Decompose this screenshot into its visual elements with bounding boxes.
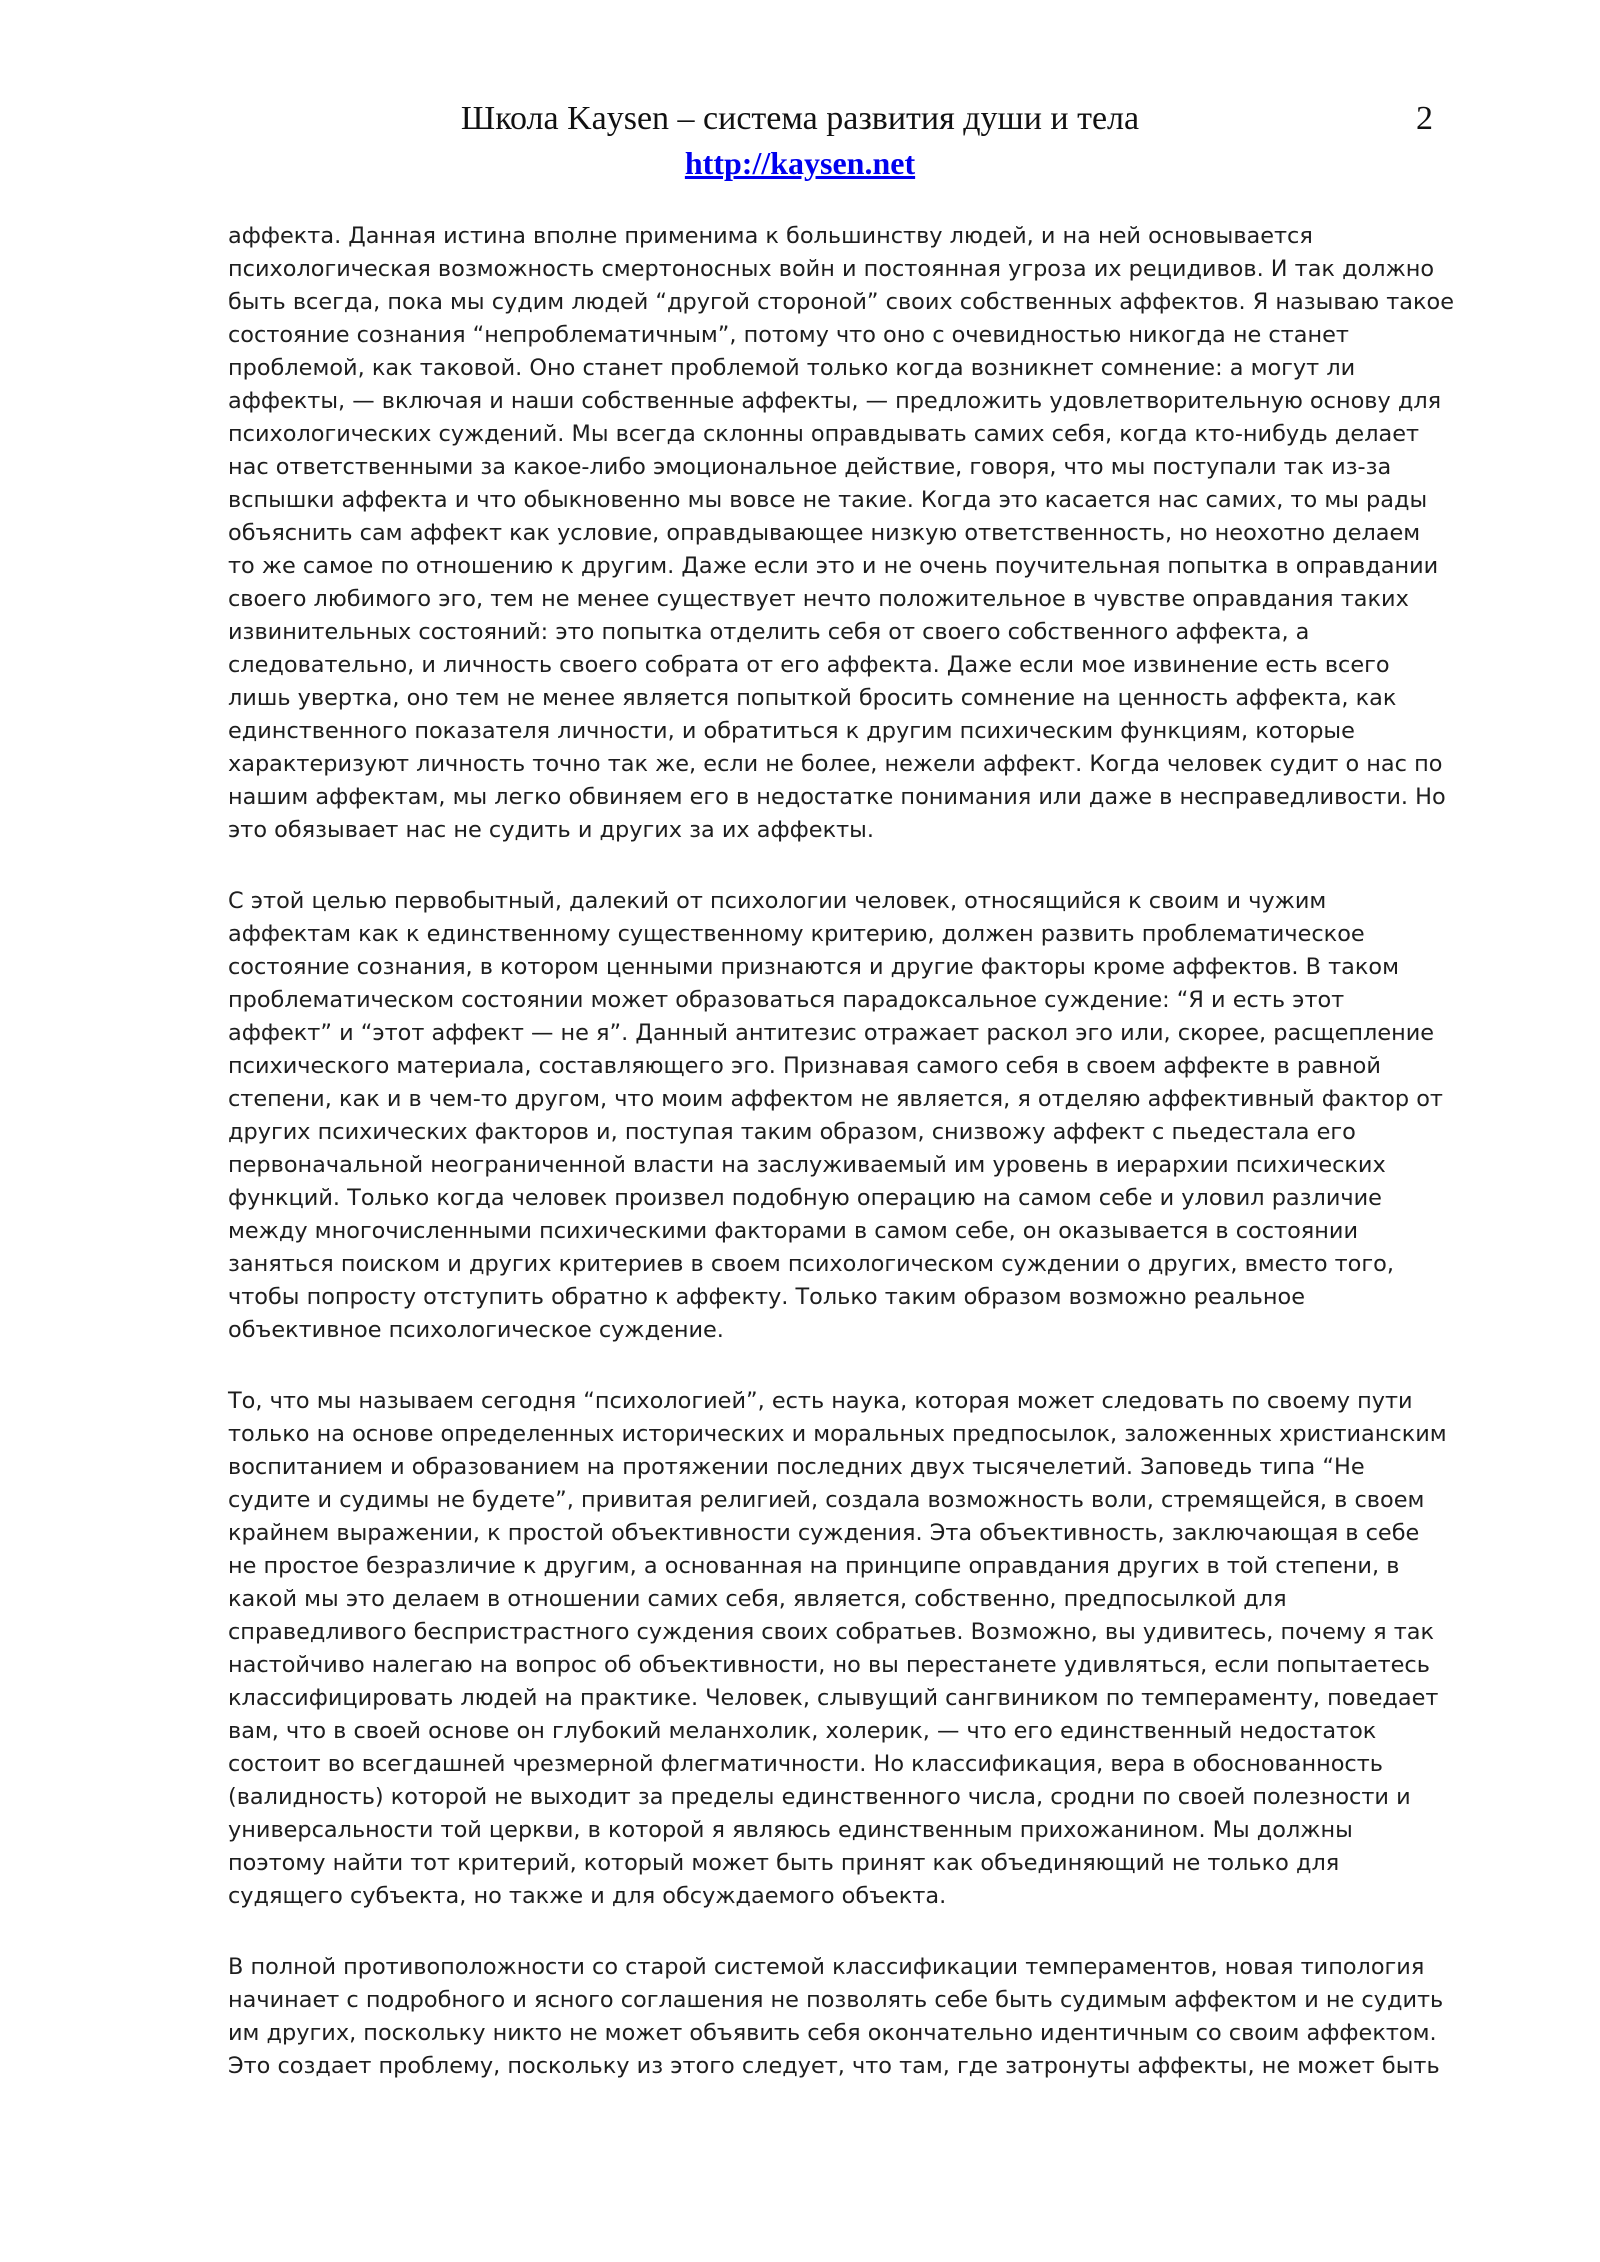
body-text [228, 220, 1454, 2121]
page-header [0, 96, 1600, 184]
site-link[interactable]: http://kaysen.net [684, 145, 916, 181]
paragraph: То, что мы называем сегодня “психологией”, есть наука, которая может следовать по своему пути только на основе определенных исторических и моральных предпосылок, заложенных христианским воспитанием и образованием на протяжении последних двух тысячелетий. Заповедь типа “Не судите и судимы не будете”, привитая религией, создала возможность воли, стремящейся, в своем крайнем выражении, к простой объективности суждения. Эта объективность, заключающая в себе не простое безразличие к другим, а основанная на принципе оправдания других в той степени, в какой мы это делаем в отношении самих себя, является, собственно, предпосылкой для справедливого беспристрастного суждения своих собратьев. Возможно, вы удивитесь, почему я так настойчиво налегаю на вопрос об объективности, но вы перестанете удивляться, если попытаетесь классифицировать людей на практике. Человек, слывущий сангвиником по темпераменту, поведает вам, что в своей основе он глубокий меланхолик, холерик, — что его единственный недостаток состоит во всегдашней чрезмерной флегматичности. Но классификация, вера в обоснованность (валидность) которой не выходит за пределы единственного числа, сродни по своей полезности и универсальности той церкви, в которой я являюсь единственным прихожанином. Мы должны поэтому найти тот критерий, который может быть принят как объединяющий не только для судящего субъекта, но также и для обсуждаемого объекта. [228, 1388, 1447, 1909]
page-title: Школа Kaysen – система развития души и тела [460, 100, 1140, 137]
paragraph: С этой целью первобытный, далекий от психологии человек, относящийся к своим и чужим аффектам как к единственному существенному критерию, должен развить проблематическое состояние сознания, в котором ценными признаются и другие факторы кроме аффектов. В таком проблематическом состоянии может образоваться парадоксальное суждение: “Я и есть этот аффект” и “этот аффект — не я”. Данный антитезис отражает раскол эго или, скорее, расщепление психического материала, составляющего эго. Признавая самого себя в своем аффекте в равной степени, как и в чем-то другом, что моим аффектом не является, я отделяю аффективный фактор от других психических факторов и, поступая таким образом, снизвожу аффект с пьедестала его первоначальной неограниченной власти на заслуживаемый им уровень в иерархии психических функций. Только когда человек произвел подобную операцию на самом себе и уловил различие между многочисленными психическими факторами в самом себе, он оказывается в состоянии заняться поиском и других критериев в своем психологическом суждении о других, вместо того, чтобы попросту отступить обратно к аффекту. Только таким образом возможно реальное объективное психологическое суждение. [228, 888, 1443, 1343]
paragraph: В полной противоположности со старой системой классификации темпераментов, новая типология начинает с подробного и ясного соглашения не позволять себе быть судимым аффектом и не судить им других, поскольку никто не может объявить себя окончательно идентичным со своим аффектом. Это создает проблему, поскольку из этого следует, что там, где затронуты аффекты, не может быть [228, 1954, 1444, 2079]
paragraph: аффекта. Данная истина вполне применима к большинству людей, и на ней основывается психологическая возможность смертоносных войн и постоянная угроза их рецидивов. И так должно быть всегда, пока мы судим людей “другой стороной” своих собственных аффектов. Я называю такое состояние сознания “непроблематичным”, потому что оно с очевидностью никогда не станет проблемой, как таковой. Оно станет проблемой только когда возникнет сомнение: а могут ли аффекты, — включая и наши собственные аффекты, — предложить удовлетворительную основу для психологических суждений. Мы всегда склонны оправдывать самих себя, когда кто-нибудь делает нас ответственными за какое-либо эмоциональное действие, говоря, что мы поступали так из-за вспышки аффекта и что обыкновенно мы вовсе не такие. Когда это касается нас самих, то мы рады объяснить сам аффект как условие, оправдывающее низкую ответственность, но неохотно делаем то же самое по отношению к другим. Даже если это и не очень поучительная попытка в оправдании своего любимого эго, тем не менее существует нечто положительное в чувстве оправдания таких извинительных состояний: это попытка отделить себя от своего собственного аффекта, а следовательно, и личность своего собрата от его аффекта. Даже если мое извинение есть всего лишь увертка, оно тем не менее является попыткой бросить сомнение на ценность аффекта, как единственного показателя личности, и обратиться к другим психическим функциям, которые характеризуют личность точно так же, если не более, нежели аффект. Когда человек судит о нас по нашим аффектам, мы легко обвиняем его в недостатке понимания или даже в несправедливости. Но это обязывает нас не судить и других за их аффекты. [228, 223, 1454, 843]
page-number: 2 [1416, 100, 1433, 137]
